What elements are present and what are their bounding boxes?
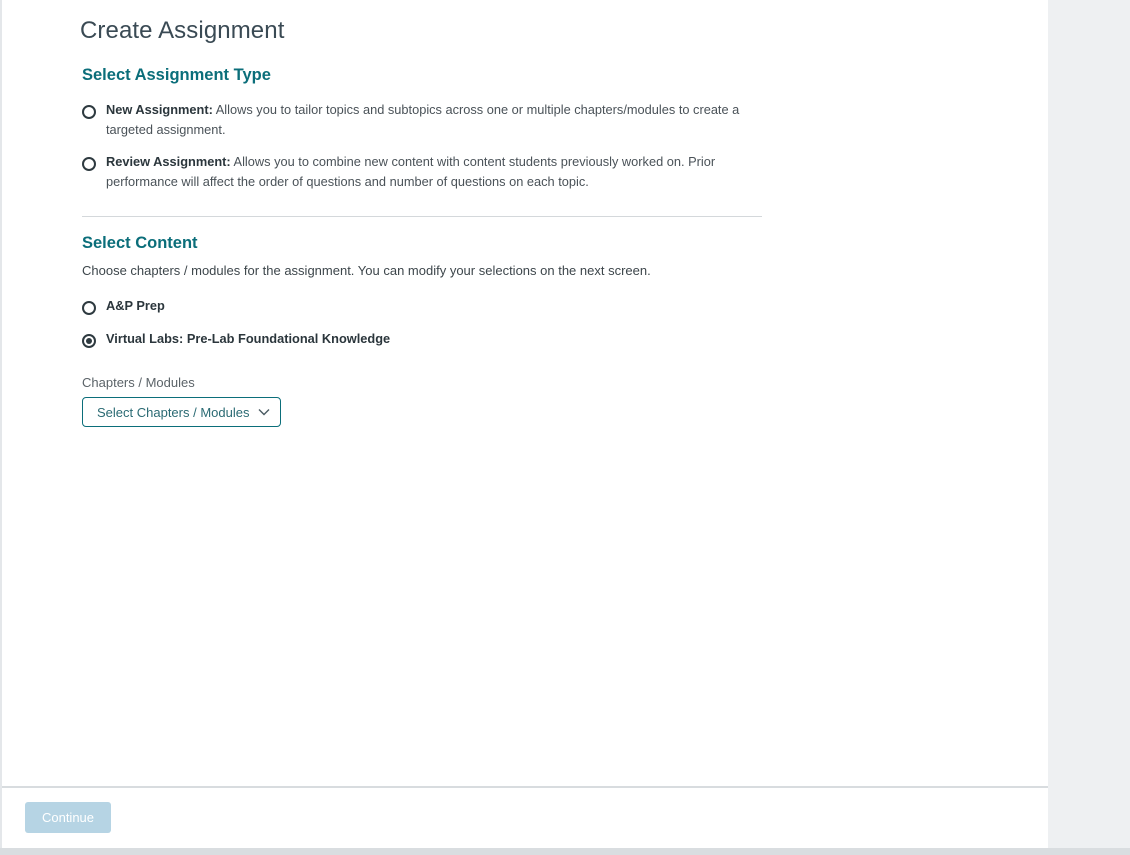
ap-prep-radio[interactable] bbox=[82, 301, 96, 315]
review-assignment-label: Review Assignment: bbox=[106, 154, 231, 169]
review-assignment-description: Allows you to combine new content with content students previously worked on. Prior performance will affect the order of questions and number of questions on each topic. bbox=[106, 154, 716, 189]
new-assignment-text bbox=[106, 100, 752, 139]
review-assignment-radio[interactable] bbox=[82, 157, 96, 171]
review-assignment-text bbox=[106, 152, 762, 191]
radio-option-virtual-labs[interactable] bbox=[82, 333, 390, 349]
page-title: Create Assignment bbox=[80, 17, 285, 44]
chevron-down-icon bbox=[258, 408, 270, 416]
virtual-labs-radio[interactable] bbox=[82, 334, 96, 348]
ap-prep-label: A&P Prep bbox=[106, 298, 165, 313]
chapters-modules-dropdown[interactable] bbox=[82, 397, 281, 427]
virtual-labs-label: Virtual Labs: Pre-Lab Foundational Knowledge bbox=[106, 331, 391, 346]
chapters-modules-dropdown-value: Select Chapters / Modules bbox=[97, 404, 250, 420]
radio-option-review-assignment[interactable] bbox=[82, 156, 762, 191]
bottom-edge-bar bbox=[0, 848, 1130, 855]
ap-prep-text bbox=[106, 296, 165, 316]
select-content-instructions: Choose chapters / modules for the assignment. You can modify your selections on the next screen. bbox=[82, 263, 651, 278]
assignment-type-heading: Select Assignment Type bbox=[82, 66, 271, 84]
new-assignment-radio[interactable] bbox=[82, 105, 96, 119]
section-divider bbox=[82, 216, 762, 217]
continue-button[interactable]: Continue bbox=[25, 802, 111, 833]
select-content-heading: Select Content bbox=[82, 234, 198, 252]
radio-option-ap-prep[interactable] bbox=[82, 300, 165, 316]
virtual-labs-text bbox=[106, 329, 390, 349]
new-assignment-label: New Assignment: bbox=[106, 102, 213, 117]
radio-option-new-assignment[interactable] bbox=[82, 104, 752, 139]
chapters-modules-label: Chapters / Modules bbox=[82, 375, 195, 390]
footer-divider bbox=[2, 786, 1048, 788]
new-assignment-description: Allows you to tailor topics and subtopics across one or multiple chapters/modules to create a targeted assignment. bbox=[106, 102, 740, 137]
